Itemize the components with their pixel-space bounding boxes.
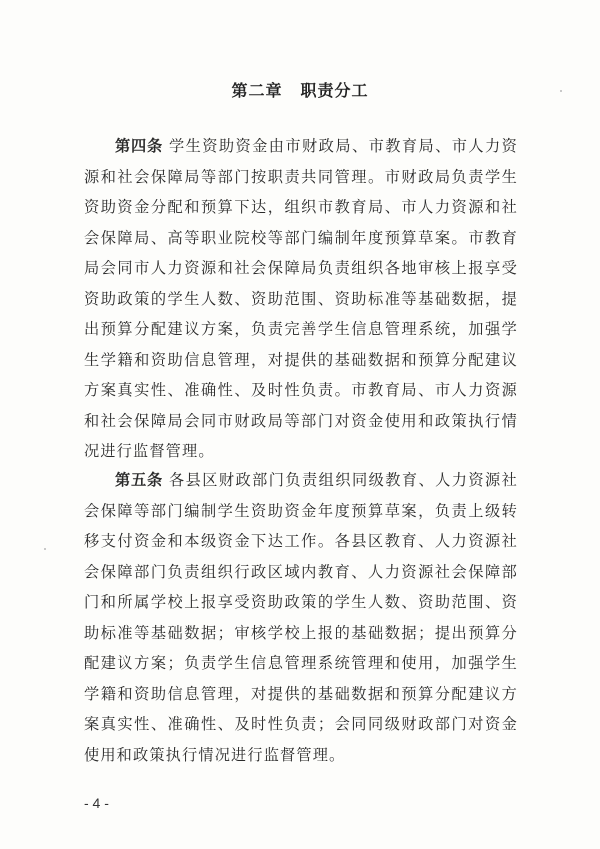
article-4-text: 学生资助资金由市财政局、市教育局、市人力资源和社会保障局等部门按职责共同管理。市财政局负责学生资助资金分配和预算下达，组织市教育局、市人力资源和社会保障局、高等职业院校等部门编制年度预算草案。市教育局会同市人力资源和社会保障局负责组织各地审核上报享受资助政策的学生人数、资助范围、资助标准等基础数据，提出预算分配建议方案，负责完善学生信息管理系统，加强学生学籍和资助信息管理，对提供的基础数据和预算分配建议方案真实性、准确性、及时性负责。市教育局、市人力资源和社会保障局会同市财政局等部门对资金使用和政策执行情况进行监督管理。 (84, 137, 519, 460)
article-5-text: 各县区财政部门负责组织同级教育、人力资源社会保障等部门编制学生资助资金年度预算草案，负责上级转移支付资金和本级资金下达工作。各县区教育、人力资源社会保障部门负责组织行政区域内教育、人力资源社会保障部门和所属学校上报享受资助政策的学生人数、资助范围、资助标准等基础数据；审核学校上报的基础数据；提出预算分配建议方案；负责学生信息管理系统管理和使用，加强学生学籍和资助信息管理，对提供的基础数据和预算分配建议方案真实性、准确性、及时性负责；会同同级财政部门对资金使用和政策执行情况进行监督管理。 (84, 471, 519, 764)
scan-speck (44, 548, 46, 550)
page-number: - 4 - (84, 795, 109, 811)
chapter-heading (0, 78, 600, 101)
scan-speck (560, 90, 562, 92)
chapter-title-text: 职责分工 (300, 81, 369, 100)
article-5-paragraph (84, 465, 518, 770)
article-5-label: 第五条 (115, 471, 163, 489)
article-4-label: 第四条 (115, 137, 163, 155)
article-4-paragraph (84, 131, 518, 467)
chapter-number: 第二章 (231, 81, 283, 100)
